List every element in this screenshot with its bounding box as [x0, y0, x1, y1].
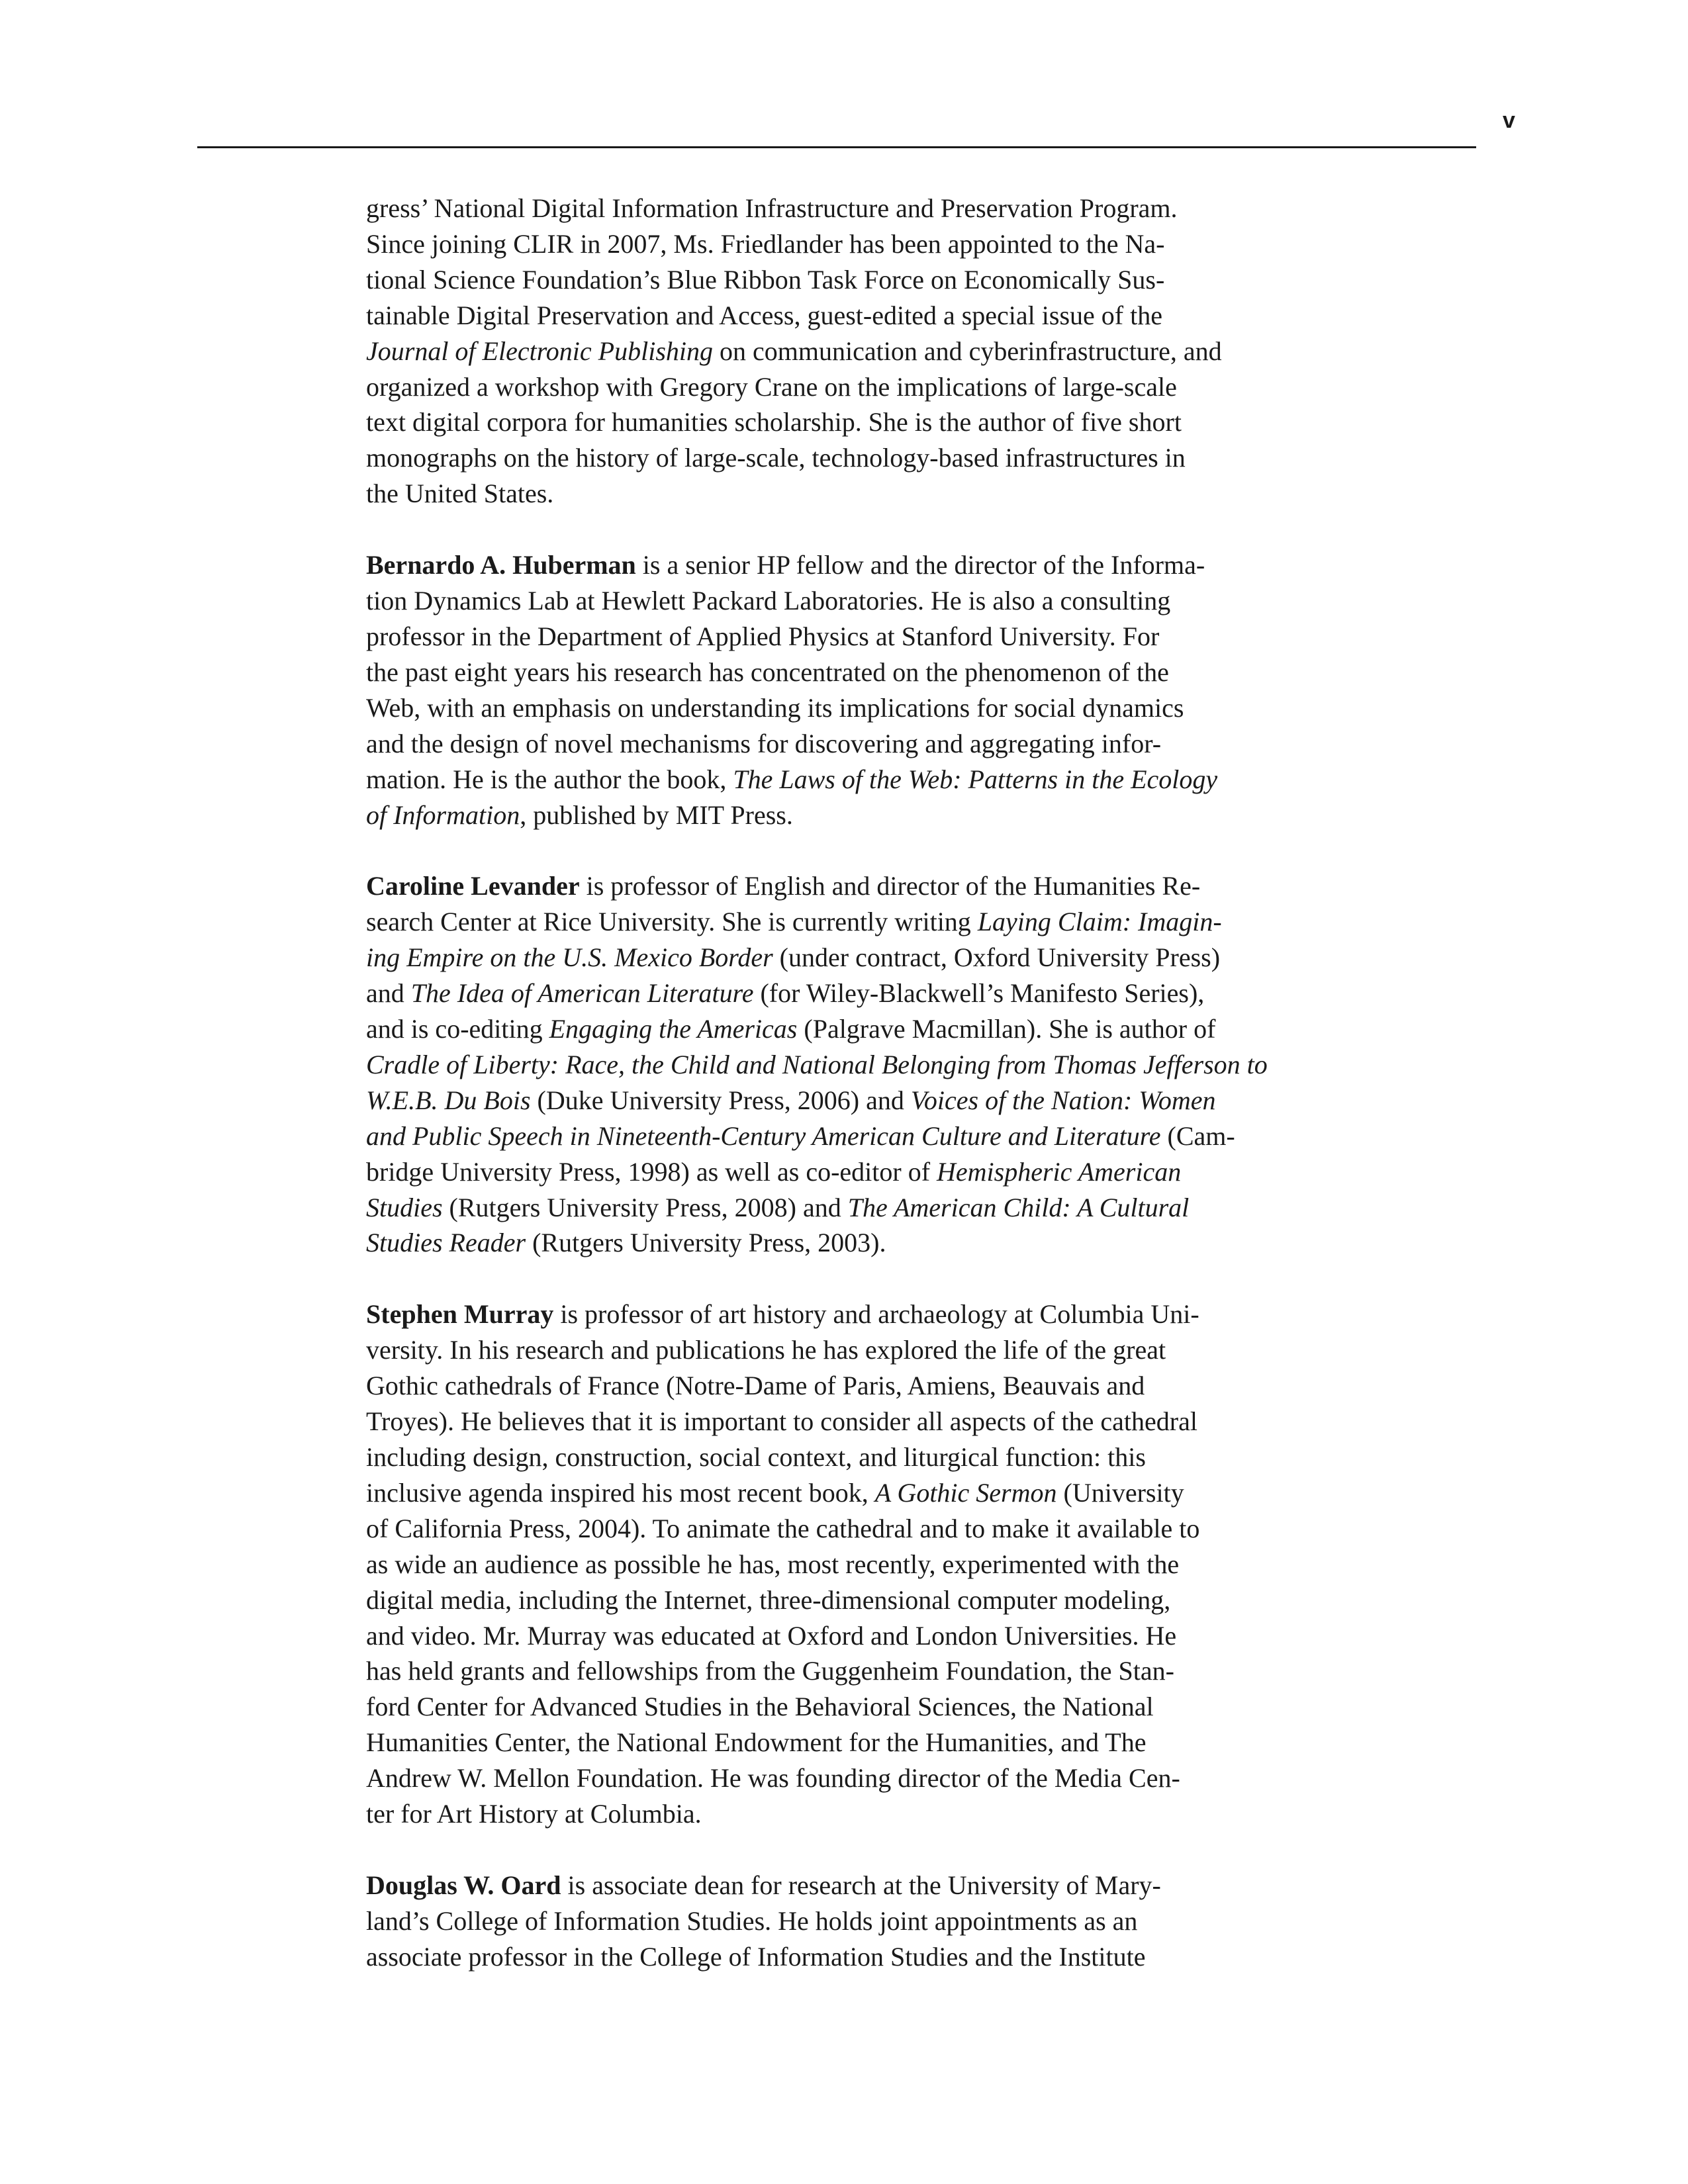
- text-run: (for Wiley-Blackwell’s Manifesto Series),: [753, 978, 1205, 1009]
- text-run: and the design of novel mechanisms for discovering and aggregating infor-: [366, 728, 1162, 758]
- text-run: Web, with an emphasis on understanding its implications for social dynamics: [366, 692, 1184, 723]
- text-line: [366, 191, 1319, 226]
- text-run: is a senior HP fellow and the director of the Informa-: [635, 550, 1205, 580]
- text-line: [366, 1653, 1319, 1689]
- text-run: land’s College of Information Studies. He holds joint appointments as an: [366, 1905, 1138, 1936]
- bio-paragraph-friedlander-continued: [366, 191, 1319, 512]
- text-run: mation. He is the author the book,: [366, 764, 733, 794]
- text-line: [366, 1689, 1319, 1725]
- text-run: bridge University Press, 1998) as well as co-editor of: [366, 1156, 937, 1187]
- text-line: [366, 868, 1319, 904]
- text-line: [366, 904, 1319, 940]
- text-run: Humanities Center, the National Endowment for the Humanities, and The: [366, 1727, 1147, 1758]
- text-run: , published by MIT Press.: [520, 799, 793, 830]
- text-line: [366, 226, 1319, 262]
- text-run: the United States.: [366, 478, 554, 509]
- italic-title: Cradle of Liberty: Race, the Child and National Belonging from Thomas Jefferson to: [366, 1049, 1268, 1079]
- text-run: (under contract, Oxford University Press): [773, 942, 1221, 973]
- text-line: [366, 655, 1319, 690]
- text-line: [366, 1190, 1319, 1226]
- text-line: [366, 369, 1319, 405]
- bio-paragraph-huberman: [366, 547, 1319, 833]
- italic-title: Engaging the Americas: [549, 1014, 798, 1044]
- bio-paragraph-murray: [366, 1297, 1319, 1832]
- text-run: monographs on the history of large-scale, technology-based infrastructures in: [366, 443, 1186, 473]
- text-line: [366, 940, 1319, 976]
- text-run: digital media, including the Internet, three-dimensional computer modeling,: [366, 1584, 1171, 1615]
- text-line: [366, 1332, 1319, 1368]
- text-line: [366, 262, 1319, 298]
- text-run: gress’ National Digital Information Infrastructure and Preservation Program.: [366, 193, 1178, 223]
- text-run: text digital corpora for humanities scholarship. She is the author of five short: [366, 407, 1182, 437]
- text-run: and: [366, 978, 411, 1009]
- italic-title: The American Child: A Cultural: [847, 1192, 1190, 1222]
- text-run: of California Press, 2004). To animate the cathedral and to make it available to: [366, 1513, 1200, 1543]
- text-line: [366, 1903, 1319, 1939]
- text-line: [366, 726, 1319, 762]
- page-number: v: [1503, 108, 1515, 133]
- text-line: [366, 547, 1319, 583]
- text-line: [366, 1582, 1319, 1618]
- text-line: [366, 1725, 1319, 1760]
- text-run: (Rutgers University Press, 2008) and: [442, 1192, 848, 1222]
- text-run: is professor of English and director of the Humanities Re-: [579, 871, 1201, 901]
- text-run: tainable Digital Preservation and Access, guest-edited a special issue of the: [366, 300, 1162, 330]
- text-run: tional Science Foundation’s Blue Ribbon Task Force on Economically Sus-: [366, 264, 1165, 295]
- text-line: [366, 1511, 1319, 1547]
- text-run: Since joining CLIR in 2007, Ms. Friedlander has been appointed to the Na-: [366, 228, 1165, 259]
- text-line: [366, 1083, 1319, 1118]
- italic-title: The Laws of the Web: Patterns in the Ecology: [733, 764, 1218, 794]
- text-line: [366, 1796, 1319, 1832]
- text-run: including design, construction, social context, and liturgical function: this: [366, 1442, 1146, 1472]
- text-run: Gothic cathedrals of France (Notre-Dame of Paris, Amiens, Beauvais and: [366, 1371, 1145, 1401]
- text-line: [366, 1868, 1319, 1903]
- text-line: [366, 1439, 1319, 1475]
- text-run: (Duke University Press, 2006) and: [530, 1085, 911, 1115]
- text-run: ter for Art History at Columbia.: [366, 1799, 702, 1829]
- person-name: Bernardo A. Huberman: [366, 550, 636, 580]
- text-run: associate professor in the College of Information Studies and the Institute: [366, 1941, 1146, 1972]
- text-line: [366, 1118, 1319, 1154]
- text-run: versity. In his research and publications he has explored the life of the great: [366, 1335, 1166, 1365]
- text-line: [366, 440, 1319, 476]
- italic-title: ing Empire on the U.S. Mexico Border: [366, 942, 773, 973]
- text-line: [366, 1225, 1319, 1261]
- text-run: (Cam-: [1160, 1120, 1235, 1151]
- text-run: the past eight years his research has concentrated on the phenomenon of the: [366, 657, 1169, 687]
- text-run: organized a workshop with Gregory Crane on the implications of large-scale: [366, 371, 1177, 402]
- italic-title: Studies Reader: [366, 1228, 526, 1258]
- italic-title: A Gothic Sermon: [874, 1477, 1057, 1508]
- text-run: Troyes). He believes that it is important to consider all aspects of the cathedral: [366, 1406, 1197, 1437]
- text-line: [366, 334, 1319, 369]
- text-run: as wide an audience as possible he has, most recently, experimented with the: [366, 1549, 1180, 1579]
- text-run: professor in the Department of Applied Physics at Stanford University. For: [366, 621, 1160, 651]
- text-line: [366, 404, 1319, 440]
- text-run: and video. Mr. Murray was educated at Oxford and London Universities. He: [366, 1620, 1177, 1651]
- text-line: [366, 1547, 1319, 1582]
- text-run: search Center at Rice University. She is currently writing: [366, 907, 978, 937]
- text-line: [366, 1475, 1319, 1511]
- text-line: [366, 1297, 1319, 1332]
- italic-title: Laying Claim: Imagin-: [977, 907, 1222, 937]
- header-rule: [197, 146, 1476, 148]
- text-line: [366, 619, 1319, 655]
- text-run: inclusive agenda inspired his most recent book,: [366, 1477, 875, 1508]
- bio-paragraph-levander: [366, 868, 1319, 1261]
- text-line: [366, 1618, 1319, 1654]
- text-line: [366, 1047, 1319, 1083]
- italic-title: The Idea of American Literature: [410, 978, 754, 1009]
- text-run: and is co-editing: [366, 1014, 549, 1044]
- text-line: [366, 690, 1319, 726]
- text-line: [366, 1154, 1319, 1190]
- italic-title: and Public Speech in Nineteenth-Century American Culture and Literature: [366, 1120, 1161, 1151]
- italic-title: Journal of Electronic Publishing: [366, 336, 714, 366]
- text-line: [366, 1760, 1319, 1796]
- text-run: on communication and cyberinfrastructure, and: [713, 336, 1222, 366]
- text-line: [366, 1404, 1319, 1439]
- text-line: [366, 797, 1319, 833]
- text-column: [366, 191, 1319, 2011]
- italic-title: Voices of the Nation: Women: [910, 1085, 1216, 1115]
- text-line: [366, 1011, 1319, 1047]
- text-line: [366, 298, 1319, 334]
- text-run: tion Dynamics Lab at Hewlett Packard Laboratories. He is also a consulting: [366, 586, 1171, 616]
- italic-title: Hemispheric American: [937, 1156, 1182, 1187]
- text-line: [366, 1368, 1319, 1404]
- text-line: [366, 583, 1319, 619]
- text-run: (University: [1056, 1477, 1184, 1508]
- text-run: is associate dean for research at the University of Mary-: [561, 1870, 1161, 1900]
- text-line: [366, 762, 1319, 797]
- text-line: [366, 976, 1319, 1011]
- text-line: [366, 1939, 1319, 1975]
- person-name: Douglas W. Oard: [366, 1870, 561, 1900]
- person-name: Stephen Murray: [366, 1299, 554, 1330]
- italic-title: Studies: [366, 1192, 443, 1222]
- text-run: Andrew W. Mellon Foundation. He was founding director of the Media Cen-: [366, 1763, 1180, 1794]
- text-run: ford Center for Advanced Studies in the Behavioral Sciences, the National: [366, 1692, 1154, 1722]
- text-run: has held grants and fellowships from the Guggenheim Foundation, the Stan-: [366, 1656, 1174, 1686]
- italic-title: of Information: [366, 799, 520, 830]
- person-name: Caroline Levander: [366, 871, 580, 901]
- bio-paragraph-oard: [366, 1868, 1319, 1975]
- italic-title: W.E.B. Du Bois: [366, 1085, 531, 1115]
- text-run: is professor of art history and archaeology at Columbia Uni-: [553, 1299, 1199, 1330]
- text-line: [366, 476, 1319, 512]
- text-run: (Palgrave Macmillan). She is author of: [797, 1014, 1216, 1044]
- text-run: (Rutgers University Press, 2003).: [526, 1228, 886, 1258]
